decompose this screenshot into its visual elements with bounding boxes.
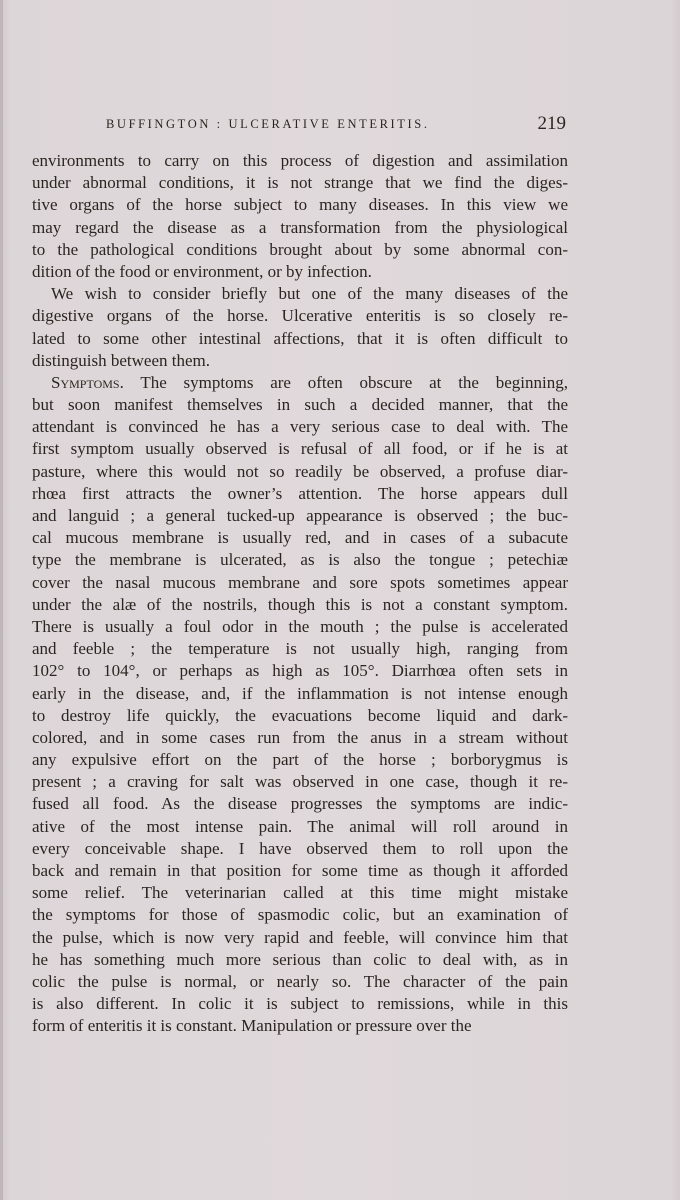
text-line: We wish to consider briefly but one of the many diseases of the <box>51 284 568 304</box>
text-line: present ; a craving for salt was observed in one case, though it re- <box>32 772 568 792</box>
text-line: he has something much more serious than colic to deal with, as in <box>32 949 568 969</box>
text-line-rest: The symptoms are often obscure at the beginning, <box>123 372 568 392</box>
text-line: cal mucous membrane is usually red, and in cases of a subacute <box>32 528 568 548</box>
text-line: pasture, where this would not so readily be observed, a profuse diar- <box>32 461 568 481</box>
text-line: every conceivable shape. I have observed them to roll upon the <box>32 838 568 858</box>
text-line: cover the nasal mucous membrane and sore spots sometimes appear <box>32 572 568 592</box>
text-line: back and remain in that position for some time as though it afforded <box>32 861 568 880</box>
text-line: colored, and in some cases run from the anus in a stream without <box>32 727 568 747</box>
text-line: digestive organs of the horse. Ulcerative enteritis is so closely re- <box>32 306 568 326</box>
text-line: and languid ; a general tucked-up appearance is observed ; the buc- <box>32 506 568 525</box>
text-line: attendant is convinced he has a very serious case to deal with. The <box>32 417 568 437</box>
text-line: lated to some other intestinal affections, that it is often difficult to <box>32 328 568 348</box>
paragraph-1 <box>32 150 568 283</box>
page-header <box>106 113 566 137</box>
section-heading-symptoms: Symptoms. <box>51 372 124 392</box>
text-line: is also different. In colic it is subject to remissions, while in this <box>32 994 568 1014</box>
text-line: colic the pulse is normal, or nearly so. The character of the pain <box>32 971 568 991</box>
text-line: distinguish between them. <box>32 350 211 370</box>
text-line: fused all food. As the disease progresses the symptoms are indic- <box>32 794 568 814</box>
text-line: rhœa first attracts the owner’s attention. The horse appears dull <box>32 483 568 503</box>
page-binding-edge <box>0 0 3 1200</box>
body-text <box>32 150 568 1038</box>
text-line: may regard the disease as a transformation from the physiological <box>32 217 568 237</box>
text-line: to the pathological conditions brought about by some abnormal con- <box>32 239 568 259</box>
text-line: ative of the most intense pain. The animal will roll around in <box>32 816 568 836</box>
text-line: under the alæ of the nostrils, though this is not a constant symptom. <box>32 594 568 614</box>
text-line: tive organs of the horse subject to many diseases. In this view we <box>32 195 568 215</box>
text-line: environments to carry on this process of digestion and assimilation <box>32 151 568 170</box>
text-line: to destroy life quickly, the evacuations become liquid and dark- <box>32 705 568 725</box>
page-number: 219 <box>537 113 566 134</box>
text-line: the symptoms for those of spasmodic colic, but an examination of <box>32 905 568 925</box>
text-line: dition of the food or environment, or by infection. <box>32 261 372 281</box>
text-line <box>32 372 568 394</box>
running-head: BUFFINGTON : ULCERATIVE ENTERITIS. <box>106 117 430 131</box>
paragraph-3 <box>32 372 568 1038</box>
text-line: some relief. The veterinarian called at this time might mistake <box>32 883 568 903</box>
paragraph-2 <box>32 283 568 372</box>
text-line: form of enteritis it is constant. Manipulation or pressure over the <box>32 1016 472 1036</box>
text-line: under abnormal conditions, it is not strange that we find the diges- <box>32 173 568 193</box>
text-line: early in the disease, and, if the inflammation is not intense enough <box>32 683 568 703</box>
text-line: There is usually a foul odor in the mouth ; the pulse is accelerated <box>32 616 568 636</box>
text-line: the pulse, which is now very rapid and feeble, will convince him that <box>32 927 568 947</box>
text-line: but soon manifest themselves in such a decided manner, that the <box>32 395 568 415</box>
text-line: and feeble ; the temperature is not usually high, ranging from <box>32 639 568 659</box>
text-line: type the membrane is ulcerated, as is also the tongue ; petechiæ <box>32 550 568 570</box>
text-line: any expulsive effort on the part of the horse ; borborygmus is <box>32 750 568 770</box>
text-line: first symptom usually observed is refusal of all food, or if he is at <box>32 439 568 459</box>
text-line: 102° to 104°, or perhaps as high as 105°. Diarrhœa often sets in <box>32 661 568 681</box>
